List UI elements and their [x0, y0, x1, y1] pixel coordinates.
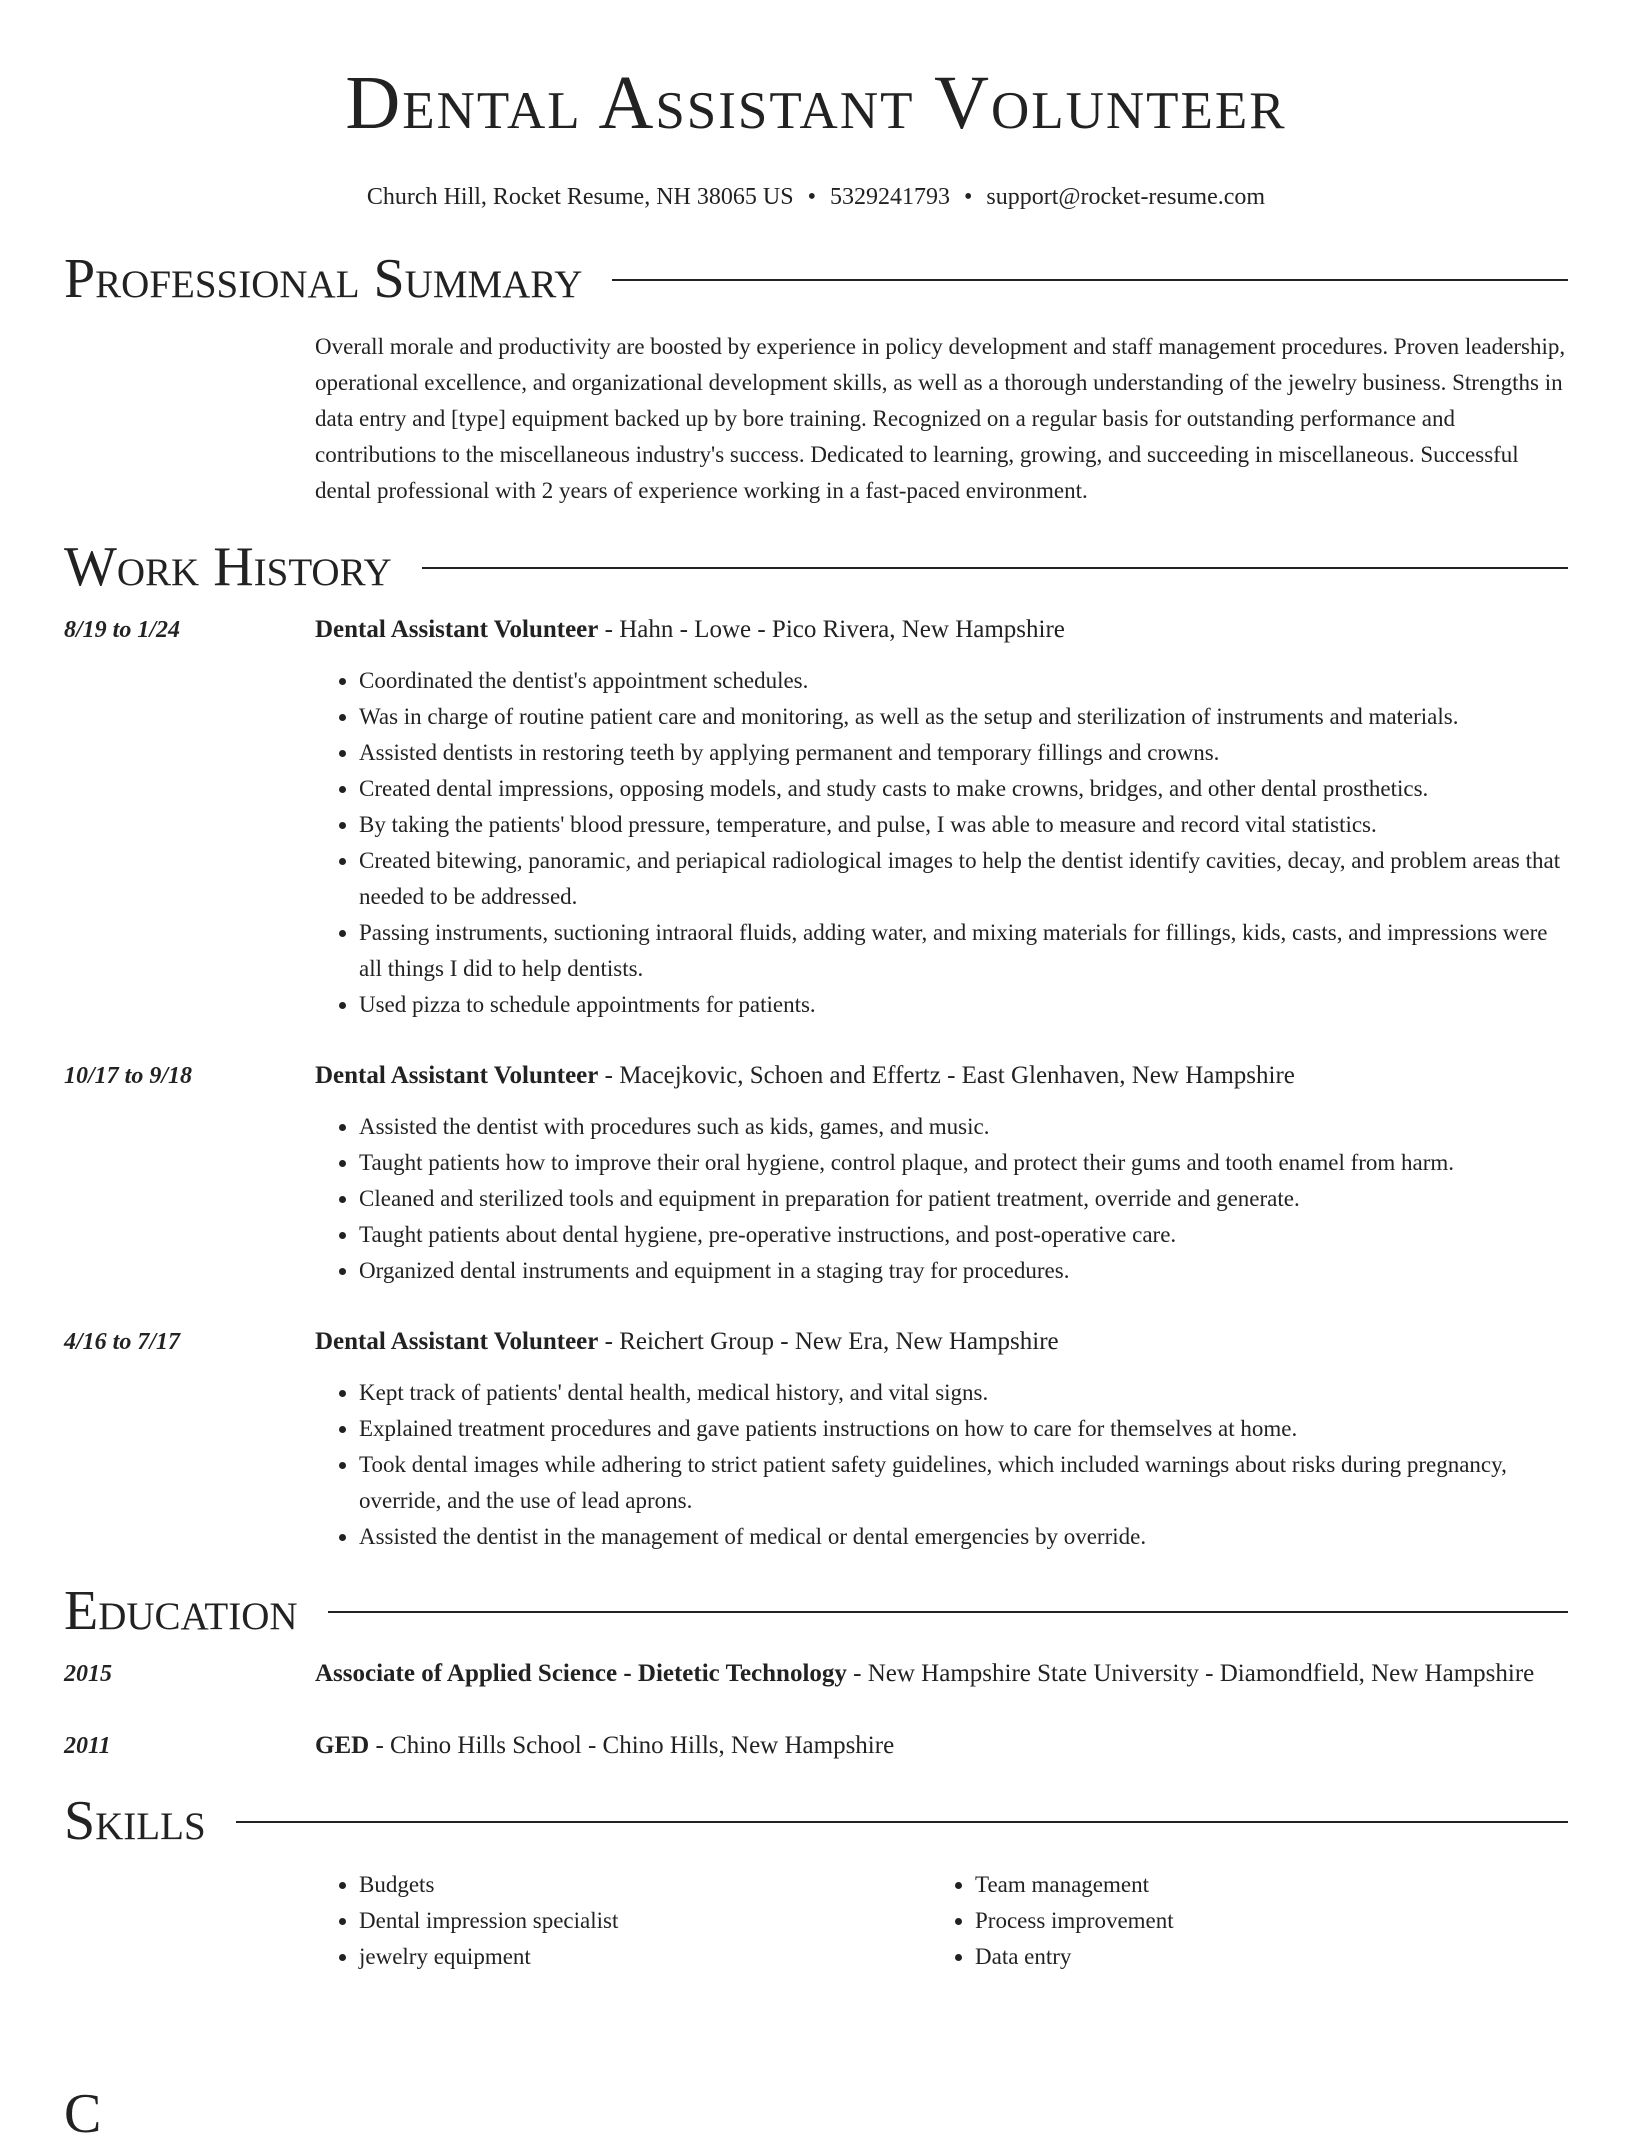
job-body — [315, 1057, 1568, 1289]
summary-text: Overall morale and productivity are boosted by experience in policy development and staff management procedures. Proven leadership, operational excellence, and organizational development skills, as well as a thorough understanding of the jewelry business. Strengths in data entry and [type] equipment backed up by bore training. Recognized on a regular basis for outstanding performance and contributions to the miscellaneous industry's success. Dedicated to learning, growing, and succeeding in miscellaneous. Successful dental professional with 2 years of experience working in a fast-paced environment. — [315, 334, 1566, 503]
job-duty: • Assisted the dentist in the management of medical or dental emergencies by override. — [359, 1519, 1568, 1555]
job-duty: • Used pizza to schedule appointments for patients. — [359, 987, 1568, 1023]
skill-item: • Data entry — [975, 1939, 1547, 1975]
skill-item: • Budgets — [359, 1867, 931, 1903]
education-year: 2011 — [64, 1733, 111, 1759]
education-degree: GED — [315, 1732, 370, 1759]
education-heading — [315, 1655, 1568, 1693]
skill-item: • jewelry equipment — [359, 1939, 931, 1975]
job-body — [315, 1323, 1568, 1555]
education-year: 2015 — [64, 1661, 112, 1687]
skills-section-header — [64, 1789, 1568, 1853]
skills-grid — [315, 1867, 1568, 1975]
job-duty: • Created bitewing, panoramic, and periapical radiological images to help the dentist identify cavities, decay, and problem areas that needed to be addressed. — [359, 843, 1568, 915]
education-section-header — [64, 1579, 1568, 1643]
education-entry — [64, 1727, 1568, 1765]
skills-column-right — [931, 1867, 1547, 1975]
contact-address: Church Hill, Rocket Resume, NH 38065 US — [366, 184, 794, 210]
job-heading — [315, 1057, 1568, 1095]
job-employer: - Macejkovic, Schoen and Effertz - East Glenhaven, New Hampshire — [598, 1062, 1295, 1089]
section-divider — [236, 1821, 1568, 1823]
contact-email: support@rocket-resume.com — [986, 184, 1266, 210]
education-entry — [64, 1655, 1568, 1693]
job-dates: 8/19 to 1/24 — [64, 617, 181, 643]
job-entry — [64, 611, 1568, 1023]
contact-separator: • — [807, 184, 816, 210]
job-entry — [64, 1323, 1568, 1555]
job-duty: • By taking the patients' blood pressure, temperature, and pulse, I was able to measure and record vital statistics. — [359, 807, 1568, 843]
contact-phone: 5329241793 — [829, 184, 950, 210]
skill-item: • Team management — [975, 1867, 1547, 1903]
section-divider — [422, 567, 1568, 569]
skill-item: • Dental impression specialist — [359, 1903, 931, 1939]
job-duty: • Was in charge of routine patient care and monitoring, as well as the setup and sterilization of instruments and materials. — [359, 699, 1568, 735]
job-duty: • Kept track of patients' dental health, medical history, and vital signs. — [359, 1375, 1568, 1411]
job-heading — [315, 1323, 1568, 1361]
education-body — [315, 1727, 1568, 1765]
work-section-header — [64, 535, 1568, 599]
job-heading — [315, 611, 1568, 649]
skill-item: • Process improvement — [975, 1903, 1547, 1939]
job-duties-list — [315, 663, 1568, 1023]
job-duty: • Assisted the dentist with procedures such as kids, games, and music. — [359, 1109, 1568, 1145]
skills-section-title: Skills — [64, 1790, 206, 1852]
job-employer: - Reichert Group - New Era, New Hampshire — [598, 1328, 1059, 1355]
education-section-title: Education — [64, 1580, 298, 1642]
resume-name: Dental Assistant Volunteer — [345, 61, 1287, 145]
job-entry — [64, 1057, 1568, 1289]
work-section-title: Work History — [64, 536, 392, 598]
job-body — [315, 611, 1568, 1023]
job-role: Dental Assistant Volunteer — [315, 616, 599, 643]
job-duty: • Organized dental instruments and equipment in a staging tray for procedures. — [359, 1253, 1568, 1289]
job-duty: • Coordinated the dentist's appointment schedules. — [359, 663, 1568, 699]
job-duty: • Created dental impressions, opposing models, and study casts to make crowns, bridges, and other dental prosthetics. — [359, 771, 1568, 807]
education-school: - Chino Hills School - Chino Hills, New Hampshire — [369, 1732, 895, 1759]
job-dates: 10/17 to 9/18 — [64, 1063, 193, 1089]
next-section-title-partial: C — [64, 2083, 102, 2145]
job-duty: • Taught patients how to improve their oral hygiene, control plaque, and protect their gums and tooth enamel from harm. — [359, 1145, 1568, 1181]
contact-line — [64, 181, 1568, 213]
education-school: - New Hampshire State University - Diamondfield, New Hampshire — [846, 1660, 1535, 1687]
job-dates: 4/16 to 7/17 — [64, 1329, 181, 1355]
job-duties-list — [315, 1375, 1568, 1555]
job-duty: • Explained treatment procedures and gave patients instructions on how to care for themselves at home. — [359, 1411, 1568, 1447]
summary-section-header — [64, 247, 1568, 311]
skills-column-left — [315, 1867, 931, 1975]
job-duty: • Assisted dentists in restoring teeth by applying permanent and temporary fillings and crowns. — [359, 735, 1568, 771]
education-body — [315, 1655, 1568, 1693]
job-role: Dental Assistant Volunteer — [315, 1062, 599, 1089]
job-duty: • Took dental images while adhering to strict patient safety guidelines, which included warnings about risks during pregnancy, override, and the use of lead aprons. — [359, 1447, 1568, 1519]
education-heading — [315, 1727, 1568, 1765]
job-duty: • Taught patients about dental hygiene, pre-operative instructions, and post-operative care. — [359, 1217, 1568, 1253]
section-divider — [328, 1611, 1568, 1613]
job-duty: • Cleaned and sterilized tools and equipment in preparation for patient treatment, override and generate. — [359, 1181, 1568, 1217]
job-duties-list — [315, 1109, 1568, 1289]
contact-separator: • — [963, 184, 973, 210]
summary-section-title: Professional Summary — [64, 248, 583, 310]
section-divider — [612, 279, 1568, 281]
education-degree: Associate of Applied Science - Dietetic Technology — [315, 1660, 847, 1687]
job-employer: - Hahn - Lowe - Pico Rivera, New Hampshire — [598, 616, 1065, 643]
job-role: Dental Assistant Volunteer — [315, 1328, 599, 1355]
job-duty: • Passing instruments, suctioning intraoral fluids, adding water, and mixing materials for fillings, kids, casts, and impressions were all things I did to help dentists. — [359, 915, 1568, 987]
